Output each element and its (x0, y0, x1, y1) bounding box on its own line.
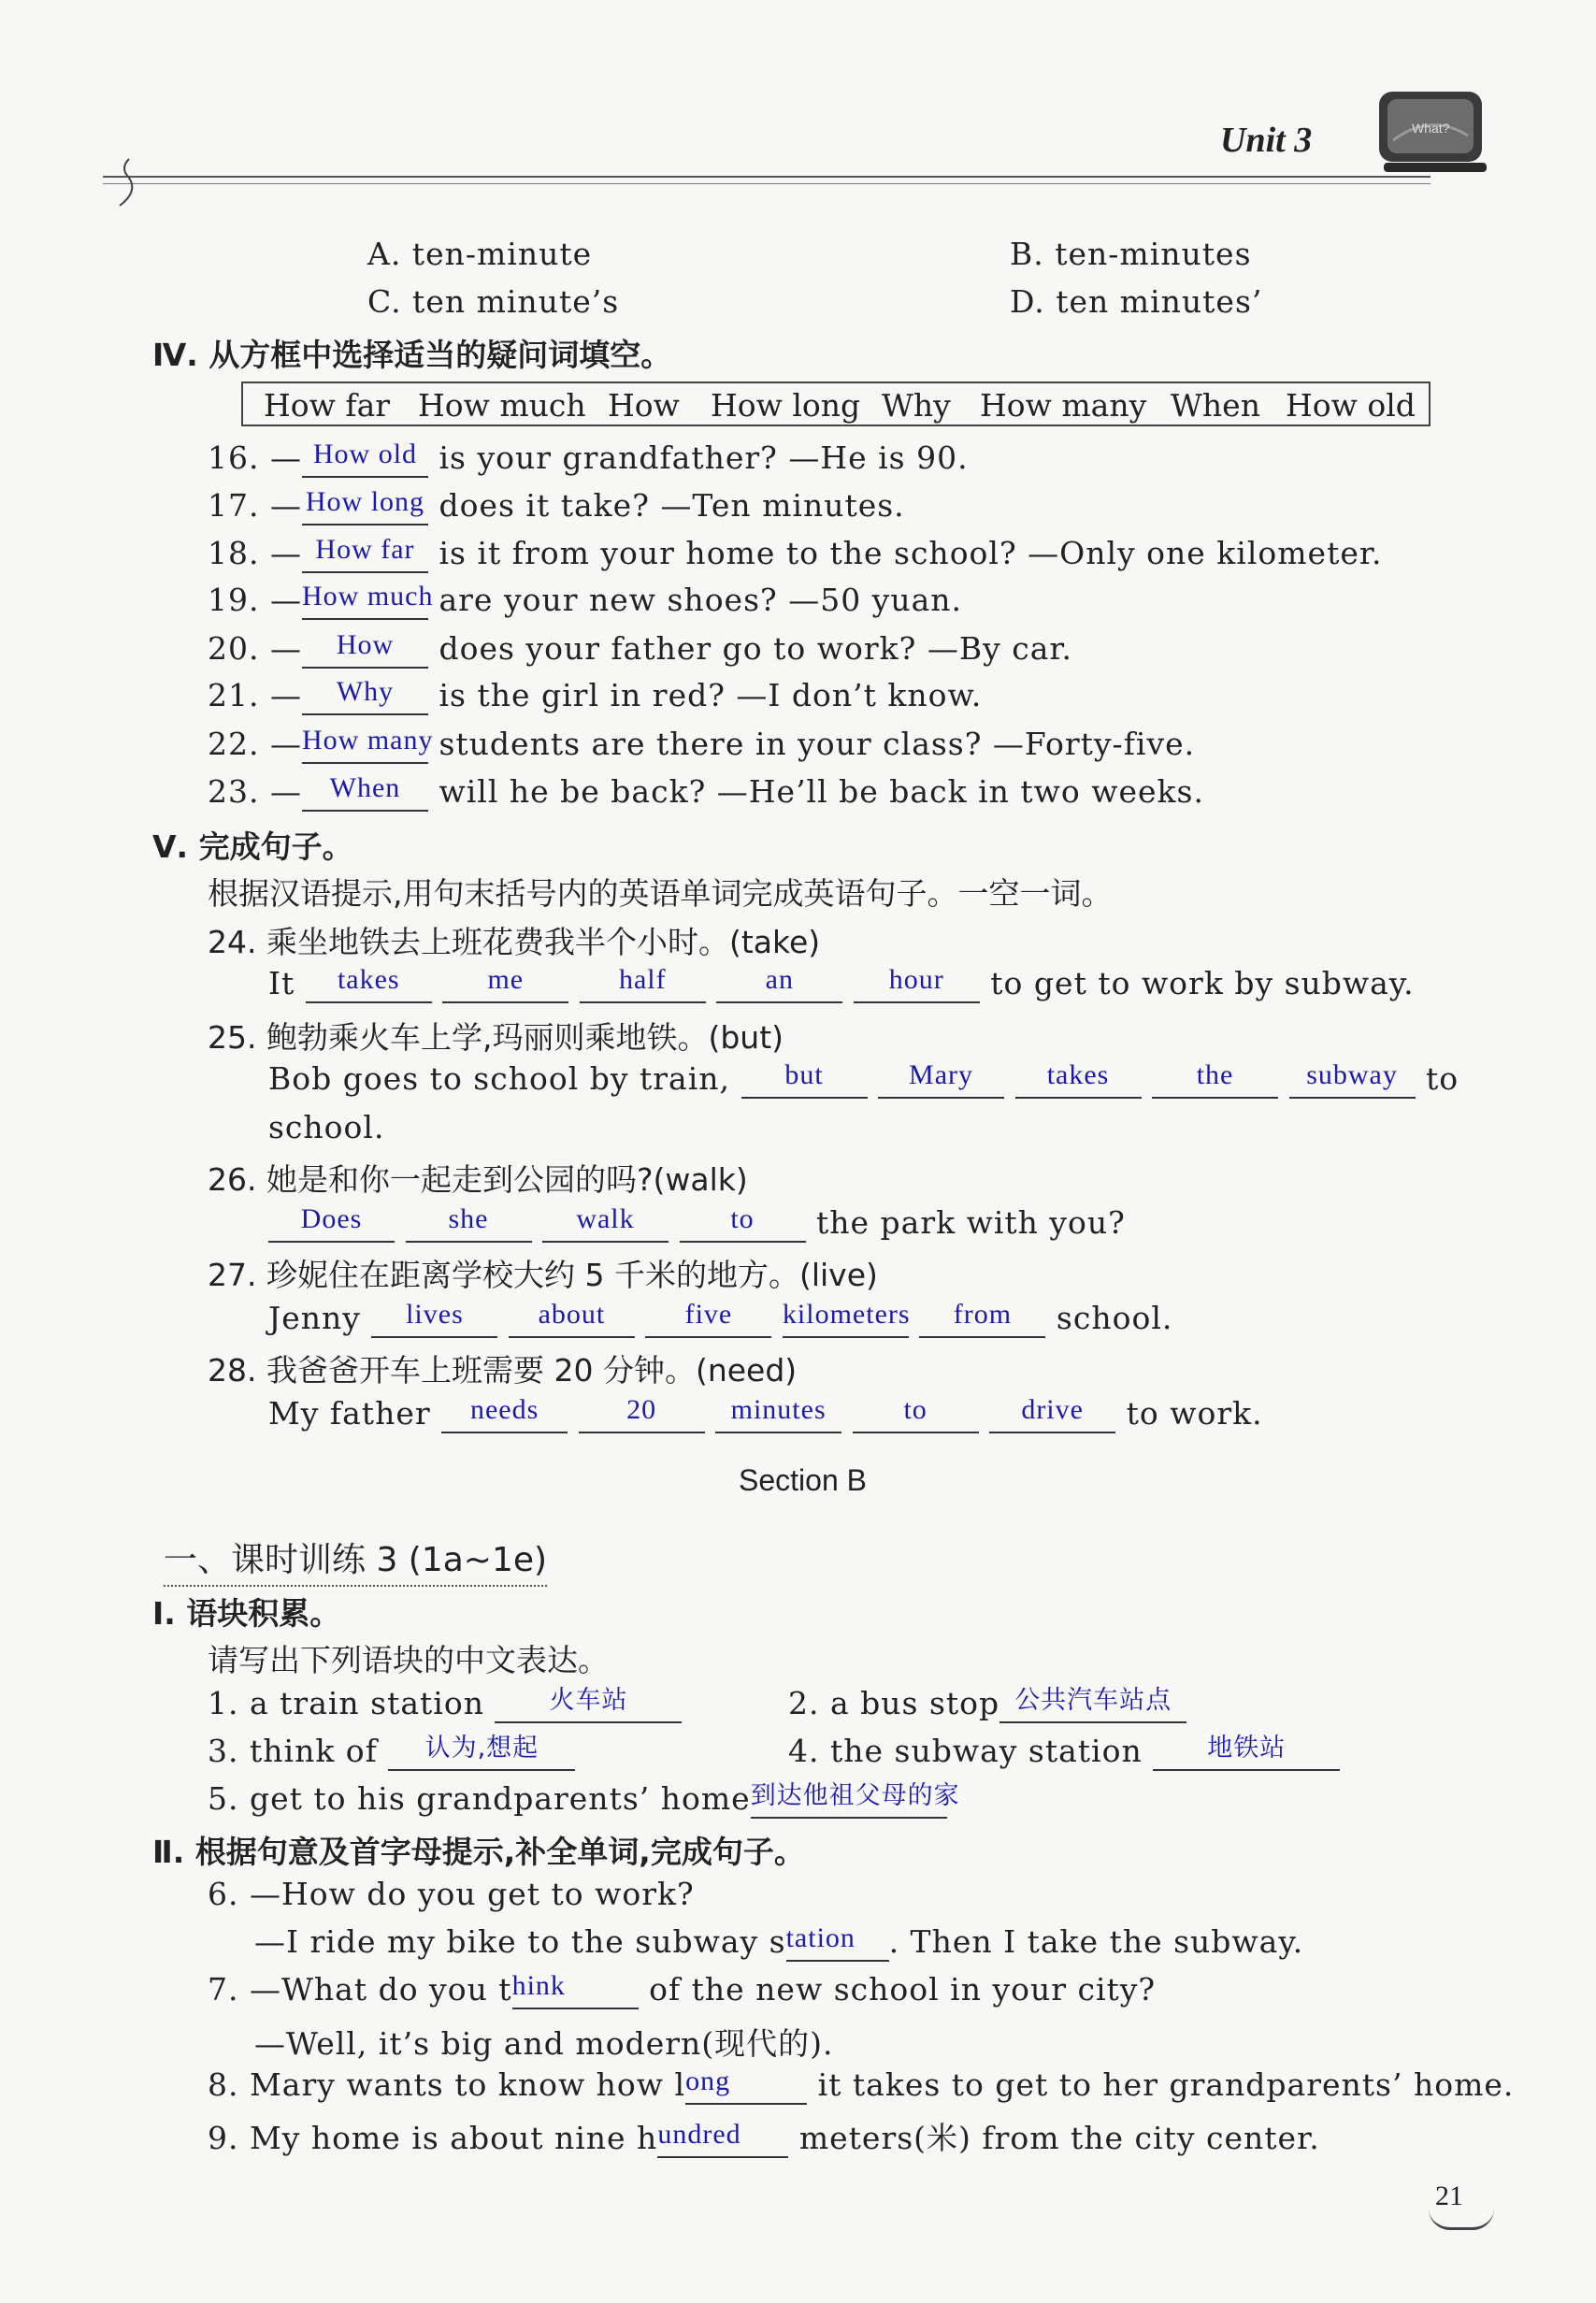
q7-line2: —Well, it’s big and modern(现代的). (254, 2025, 834, 2062)
answer-blank: hour (854, 970, 980, 1003)
q6-line2: —I ride my bike to the subway station . Then I take the subway. (254, 1922, 1304, 1960)
section-i-title: Ⅰ. 语块积累。 (152, 1595, 341, 1632)
word-box-item: How (608, 387, 680, 424)
answer-blank: to (680, 1209, 806, 1243)
answer-blank: kilometers (783, 1304, 909, 1338)
answer-blank: undred (657, 2124, 788, 2158)
answer-blank: hink (512, 1976, 639, 2009)
section-i-instruction: 请写出下列语块的中文表达。 (208, 1642, 609, 1678)
list-item: 19. —How much are your new shoes? —50 yuan. (208, 581, 962, 618)
answer-blank: How long (302, 492, 428, 525)
list-item: 23. — When will he be back? —He’ll be back in two weeks. (208, 772, 1204, 810)
answer-blank: needs (441, 1400, 568, 1433)
answer-blank: me (442, 970, 568, 1003)
answer-blank: but (741, 1065, 868, 1099)
word-box-item: How old (1286, 387, 1416, 424)
section-4-title: Ⅳ. 从方框中选择适当的疑问词填空。 (152, 337, 672, 373)
answer-blank: How many (302, 730, 428, 764)
list-item: 1. a train station 火车站 (208, 1685, 682, 1723)
list-item: 3. think of 认为,想起 (208, 1733, 575, 1771)
q25-answer-line: Bob goes to school by train, but Mary takes the subway to (268, 1059, 1459, 1097)
answer-blank: subway (1289, 1065, 1416, 1099)
section-5-instruction: 根据汉语提示,用句末括号内的英语单词完成英语句子。一空一词。 (208, 875, 1113, 912)
q27-answer-line: Jenny lives about five kilometers from school. (268, 1299, 1173, 1336)
answer-blank: takes (306, 970, 432, 1003)
lesson-title: 一、课时训练 3 (1a~1e) (164, 1533, 547, 1587)
section-ii-title: Ⅱ. 根据句意及首字母提示,补全单词,完成句子。 (152, 1834, 805, 1870)
answer-blank: 火车站 (495, 1685, 682, 1723)
q26-answer-line: Does she walk to the park with you? (268, 1204, 1126, 1243)
list-item: 4. the subway station 地铁站 (788, 1733, 1340, 1771)
answer-blank: from (919, 1304, 1045, 1338)
answer-blank: Does (268, 1209, 395, 1243)
list-item: 16. — How old is your grandfather? —He is 90. (208, 439, 969, 476)
section-b-heading: Section B (739, 1463, 867, 1497)
q26-prompt: 26. 她是和你一起走到公园的吗?(walk) (208, 1161, 748, 1198)
answer-blank: How far (302, 540, 428, 573)
page-number: 21 (1435, 2181, 1463, 2211)
answer-blank: 20 (579, 1400, 705, 1433)
word-box-item: How many (980, 387, 1147, 424)
q24-prompt: 24. 乘坐地铁去上班花费我半个小时。(take) (208, 924, 821, 960)
list-item: 18. — How far is it from your home to the school? —Only one kilometer. (208, 534, 1383, 571)
q24-answer-line: It takes me half an hour to get to work by subway. (268, 964, 1415, 1001)
answer-blank: 认为,想起 (388, 1733, 575, 1771)
list-item: 21. — Why is the girl in red? —I don’t know. (208, 676, 983, 713)
answer-blank: Why (302, 682, 428, 715)
tv-icon (1374, 84, 1496, 178)
word-box-item: How long (711, 387, 861, 424)
answer-blank: the (1152, 1065, 1278, 1099)
answer-blank: How much (302, 586, 428, 620)
q28-answer-line: My father needs 20 minutes to drive to work. (268, 1394, 1263, 1432)
list-item: 17. — How long does it take? —Ten minutes. (208, 486, 905, 524)
page-number-curve (1429, 2209, 1494, 2230)
answer-blank: half (580, 970, 706, 1003)
answer-blank: 公共汽车站点 (999, 1685, 1186, 1723)
answer-blank: she (406, 1209, 532, 1243)
word-box (241, 381, 1431, 426)
word-box-item: How far (264, 387, 391, 424)
answer-blank: tation (786, 1928, 889, 1962)
q8-line: 8. Mary wants to know how long it takes to get to her grandparents’ home. (208, 2066, 1515, 2103)
list-item: 5. get to his grandparents’ home到达他祖父母的家 (208, 1780, 960, 1817)
q6-line1: 6. —How do you get to work? (208, 1876, 695, 1912)
option-b: B. ten-minutes (1010, 236, 1252, 272)
q28-prompt: 28. 我爸爸开车上班需要 20 分钟。(need) (208, 1352, 798, 1389)
answer-blank: Mary (878, 1065, 1004, 1099)
answer-blank: How (302, 635, 428, 669)
header-rule (103, 176, 1431, 184)
word-box-item: Why (882, 387, 951, 424)
word-box-item: When (1171, 387, 1260, 424)
answer-blank: walk (542, 1209, 669, 1243)
answer-blank: five (645, 1304, 771, 1338)
answer-blank: minutes (715, 1400, 841, 1433)
list-item: 20. — How does your father go to work? —By car. (208, 629, 1073, 667)
q9-line: 9. My home is about nine hundred meters(米) from the city center. (208, 2119, 1320, 2156)
word-box-item: How much (418, 387, 586, 424)
list-item: 22. —How many students are there in your class? —Forty-five. (208, 725, 1196, 762)
answer-blank: ong (685, 2071, 807, 2105)
option-c: C. ten minute’s (367, 283, 620, 320)
answer-blank: an (716, 970, 842, 1003)
swirl-icon (101, 154, 148, 210)
answer-blank: to (853, 1400, 979, 1433)
answer-blank: drive (989, 1400, 1115, 1433)
answer-blank: about (509, 1304, 635, 1338)
q25-line2: school. (268, 1109, 385, 1145)
q7-line1: 7. —What do you think of the new school in your city? (208, 1970, 1157, 2008)
answer-blank: How old (302, 444, 428, 478)
q25-prompt: 25. 鲍勃乘火车上学,玛丽则乘地铁。(but) (208, 1019, 784, 1056)
section-5-title: Ⅴ. 完成句子。 (152, 828, 353, 865)
answer-blank: 地铁站 (1153, 1733, 1340, 1771)
q27-prompt: 27. 珍妮住在距离学校大约 5 千米的地方。(live) (208, 1257, 878, 1293)
option-d: D. ten minutes’ (1010, 283, 1263, 320)
answer-blank: When (302, 778, 428, 812)
answer-blank: takes (1015, 1065, 1142, 1099)
answer-blank: lives (371, 1304, 497, 1338)
unit-title: Unit 3 (1220, 121, 1313, 160)
option-a: A. ten-minute (367, 236, 593, 272)
svg-text:What?: What? (1412, 121, 1450, 136)
list-item: 2. a bus stop 公共汽车站点 (788, 1685, 1186, 1723)
answer-blank: 到达他祖父母的家 (751, 1780, 947, 1819)
